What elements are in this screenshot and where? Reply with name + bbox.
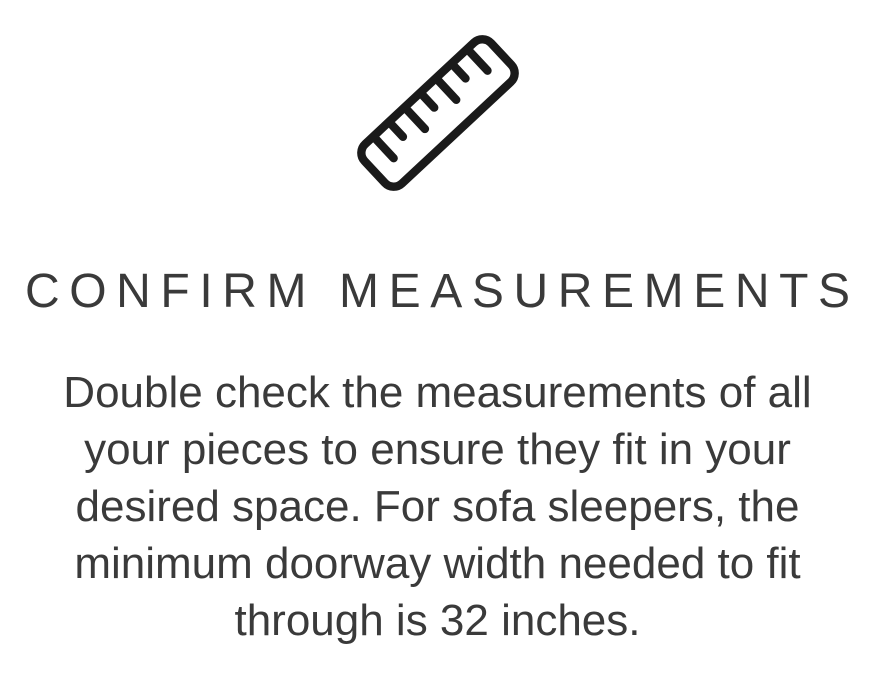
description-line: Double check the measurements of all	[63, 368, 812, 417]
ruler-icon	[345, 20, 531, 206]
description-line: minimum doorway width needed to fit	[74, 539, 801, 588]
description-line: your pieces to ensure they fit in your	[84, 425, 791, 474]
section-title: CONFIRM MEASUREMENTS	[24, 265, 860, 318]
description-line: through is 32 inches.	[234, 596, 641, 645]
ruler-icon-svg	[345, 20, 531, 206]
description-line: desired space. For sofa sleepers, the	[75, 482, 800, 531]
section-description	[63, 364, 811, 649]
